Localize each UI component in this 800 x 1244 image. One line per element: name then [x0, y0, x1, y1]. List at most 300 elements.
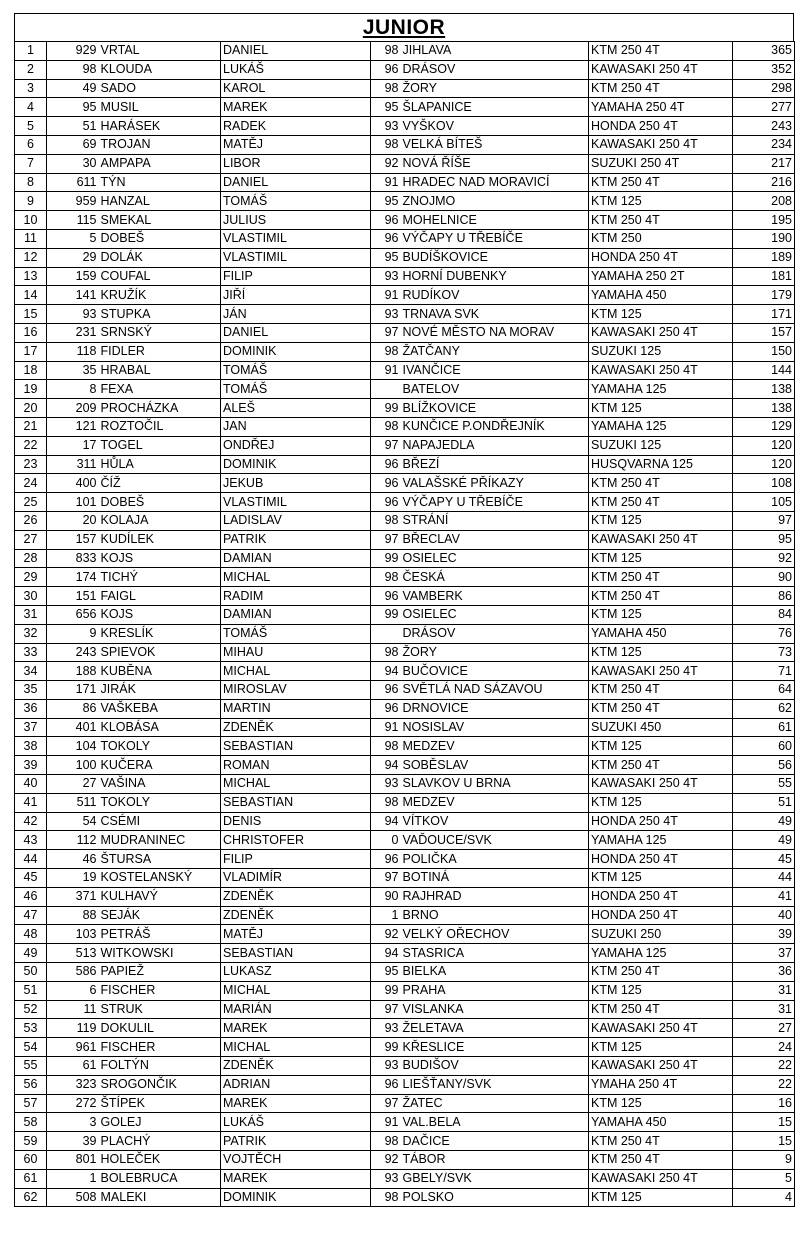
cell-points: 5	[733, 1169, 795, 1188]
cell-position: 41	[15, 793, 47, 812]
cell-surname: MUDRANINEC	[99, 831, 221, 850]
cell-position: 14	[15, 286, 47, 305]
table-row	[15, 1169, 795, 1188]
table-row	[15, 981, 795, 1000]
cell-points: 120	[733, 436, 795, 455]
cell-motorcycle: YAMAHA 125	[589, 944, 733, 963]
table-row	[15, 60, 795, 79]
table-row	[15, 1113, 795, 1132]
cell-first-name: DANIEL	[221, 173, 371, 192]
cell-surname: DOBEŠ	[99, 493, 221, 512]
cell-hometown: ZNOJMO	[401, 192, 589, 211]
cell-start-number: 371	[47, 887, 99, 906]
cell-first-name: MIHAU	[221, 643, 371, 662]
cell-surname: STUPKA	[99, 305, 221, 324]
cell-birth-year: 97	[371, 1094, 401, 1113]
cell-points: 352	[733, 60, 795, 79]
cell-motorcycle: SUZUKI 250 4T	[589, 154, 733, 173]
cell-hometown: VELKÝ OŘECHOV	[401, 925, 589, 944]
cell-points: 31	[733, 981, 795, 1000]
cell-position: 16	[15, 323, 47, 342]
cell-birth-year: 96	[371, 681, 401, 700]
cell-motorcycle: KAWASAKI 250 4T	[589, 323, 733, 342]
cell-points: 9	[733, 1151, 795, 1170]
table-row	[15, 812, 795, 831]
cell-hometown: ŽORY	[401, 79, 589, 98]
cell-position: 6	[15, 135, 47, 154]
cell-position: 35	[15, 681, 47, 700]
cell-surname: PROCHÁZKA	[99, 399, 221, 418]
cell-points: 120	[733, 455, 795, 474]
cell-position: 49	[15, 944, 47, 963]
cell-motorcycle: HONDA 250 4T	[589, 850, 733, 869]
cell-position: 8	[15, 173, 47, 192]
cell-birth-year: 91	[371, 1113, 401, 1132]
cell-motorcycle: KAWASAKI 250 4T	[589, 135, 733, 154]
cell-position: 52	[15, 1000, 47, 1019]
cell-hometown: TÁBOR	[401, 1151, 589, 1170]
cell-birth-year: 92	[371, 925, 401, 944]
cell-points: 84	[733, 605, 795, 624]
table-row	[15, 79, 795, 98]
cell-first-name: MICHAL	[221, 568, 371, 587]
cell-position: 46	[15, 887, 47, 906]
cell-hometown: JIHLAVA	[401, 42, 589, 61]
cell-hometown: VISLANKA	[401, 1000, 589, 1019]
table-row	[15, 1000, 795, 1019]
cell-hometown: BATELOV	[401, 380, 589, 399]
cell-birth-year: 0	[371, 831, 401, 850]
cell-points: 189	[733, 248, 795, 267]
table-row	[15, 869, 795, 888]
cell-points: 86	[733, 587, 795, 606]
cell-first-name: MICHAL	[221, 1038, 371, 1057]
cell-birth-year: 96	[371, 1075, 401, 1094]
cell-birth-year	[371, 624, 401, 643]
cell-surname: KOLAJA	[99, 511, 221, 530]
table-row	[15, 511, 795, 530]
cell-surname: HOLEČEK	[99, 1151, 221, 1170]
cell-start-number: 188	[47, 662, 99, 681]
cell-points: 41	[733, 887, 795, 906]
cell-start-number: 141	[47, 286, 99, 305]
cell-surname: DOKULIL	[99, 1019, 221, 1038]
cell-surname: TOKOLY	[99, 793, 221, 812]
cell-points: 51	[733, 793, 795, 812]
cell-motorcycle: KTM 125	[589, 981, 733, 1000]
cell-motorcycle: HONDA 250 4T	[589, 248, 733, 267]
cell-birth-year: 95	[371, 248, 401, 267]
cell-points: 92	[733, 549, 795, 568]
cell-position: 11	[15, 229, 47, 248]
table-row	[15, 681, 795, 700]
cell-start-number: 9	[47, 624, 99, 643]
cell-birth-year: 93	[371, 775, 401, 794]
cell-first-name: DANIEL	[221, 42, 371, 61]
cell-first-name: TOMÁŠ	[221, 192, 371, 211]
cell-first-name: ZDENĚK	[221, 1057, 371, 1076]
cell-position: 38	[15, 737, 47, 756]
cell-points: 49	[733, 812, 795, 831]
table-row	[15, 135, 795, 154]
cell-surname: FISCHER	[99, 1038, 221, 1057]
cell-position: 50	[15, 963, 47, 982]
cell-birth-year: 95	[371, 963, 401, 982]
cell-first-name: MATĚJ	[221, 925, 371, 944]
cell-hometown: ŠLAPANICE	[401, 98, 589, 117]
cell-start-number: 508	[47, 1188, 99, 1207]
cell-first-name: ADRIAN	[221, 1075, 371, 1094]
cell-points: 16	[733, 1094, 795, 1113]
cell-position: 24	[15, 474, 47, 493]
cell-hometown: HORNÍ DUBENKY	[401, 267, 589, 286]
cell-first-name: LUKÁŠ	[221, 60, 371, 79]
cell-points: 27	[733, 1019, 795, 1038]
cell-start-number: 929	[47, 42, 99, 61]
cell-motorcycle: HUSQVARNA 125	[589, 455, 733, 474]
cell-first-name: MARTIN	[221, 699, 371, 718]
cell-surname: HRABAL	[99, 361, 221, 380]
cell-hometown: DRÁSOV	[401, 624, 589, 643]
cell-motorcycle: KAWASAKI 250 4T	[589, 662, 733, 681]
cell-motorcycle: KTM 250	[589, 229, 733, 248]
cell-position: 56	[15, 1075, 47, 1094]
page-title: JUNIOR	[362, 15, 446, 39]
table-row	[15, 775, 795, 794]
cell-birth-year: 90	[371, 887, 401, 906]
cell-motorcycle: KTM 125	[589, 737, 733, 756]
cell-birth-year: 93	[371, 1019, 401, 1038]
cell-position: 12	[15, 248, 47, 267]
cell-surname: KOJS	[99, 605, 221, 624]
cell-points: 56	[733, 756, 795, 775]
cell-first-name: VOJTĚCH	[221, 1151, 371, 1170]
cell-hometown: BUDIŠOV	[401, 1057, 589, 1076]
cell-hometown: VÍTKOV	[401, 812, 589, 831]
cell-points: 179	[733, 286, 795, 305]
cell-position: 4	[15, 98, 47, 117]
cell-birth-year: 95	[371, 98, 401, 117]
cell-motorcycle: KTM 125	[589, 399, 733, 418]
cell-motorcycle: KTM 250 4T	[589, 681, 733, 700]
cell-surname: BOLEBRUCA	[99, 1169, 221, 1188]
cell-start-number: 27	[47, 775, 99, 794]
cell-birth-year: 96	[371, 850, 401, 869]
cell-position: 19	[15, 380, 47, 399]
cell-hometown: POLSKO	[401, 1188, 589, 1207]
cell-points: 95	[733, 530, 795, 549]
cell-start-number: 5	[47, 229, 99, 248]
cell-birth-year: 98	[371, 135, 401, 154]
cell-motorcycle: KTM 250 4T	[589, 1000, 733, 1019]
cell-birth-year: 94	[371, 812, 401, 831]
cell-points: 171	[733, 305, 795, 324]
cell-surname: FOLTÝN	[99, 1057, 221, 1076]
cell-first-name: DENIS	[221, 812, 371, 831]
cell-position: 32	[15, 624, 47, 643]
cell-birth-year: 91	[371, 718, 401, 737]
cell-motorcycle: SUZUKI 125	[589, 436, 733, 455]
cell-position: 30	[15, 587, 47, 606]
cell-surname: KUDÍLEK	[99, 530, 221, 549]
cell-birth-year	[371, 380, 401, 399]
cell-start-number: 159	[47, 267, 99, 286]
cell-start-number: 39	[47, 1132, 99, 1151]
table-row	[15, 718, 795, 737]
cell-position: 21	[15, 417, 47, 436]
cell-hometown: HRADEC NAD MORAVICÍ	[401, 173, 589, 192]
cell-motorcycle: KTM 250 4T	[589, 568, 733, 587]
cell-start-number: 6	[47, 981, 99, 1000]
cell-motorcycle: KTM 125	[589, 1094, 733, 1113]
cell-start-number: 401	[47, 718, 99, 737]
cell-first-name: MAREK	[221, 1169, 371, 1188]
cell-position: 34	[15, 662, 47, 681]
cell-first-name: LIBOR	[221, 154, 371, 173]
cell-start-number: 100	[47, 756, 99, 775]
cell-hometown: SVĚTLÁ NAD SÁZAVOU	[401, 681, 589, 700]
cell-position: 9	[15, 192, 47, 211]
cell-hometown: IVANČICE	[401, 361, 589, 380]
cell-first-name: MAREK	[221, 1094, 371, 1113]
cell-first-name: LUKÁŠ	[221, 1113, 371, 1132]
cell-motorcycle: YAMAHA 450	[589, 624, 733, 643]
cell-motorcycle: KTM 125	[589, 549, 733, 568]
cell-start-number: 243	[47, 643, 99, 662]
cell-first-name: ALEŠ	[221, 399, 371, 418]
cell-start-number: 961	[47, 1038, 99, 1057]
cell-start-number: 157	[47, 530, 99, 549]
cell-motorcycle: HONDA 250 4T	[589, 906, 733, 925]
table-row	[15, 117, 795, 136]
cell-birth-year: 92	[371, 154, 401, 173]
table-row	[15, 643, 795, 662]
cell-position: 25	[15, 493, 47, 512]
cell-position: 1	[15, 42, 47, 61]
cell-position: 33	[15, 643, 47, 662]
cell-position: 42	[15, 812, 47, 831]
cell-start-number: 61	[47, 1057, 99, 1076]
cell-motorcycle: YAMAHA 450	[589, 1113, 733, 1132]
cell-start-number: 88	[47, 906, 99, 925]
cell-points: 208	[733, 192, 795, 211]
cell-birth-year: 98	[371, 793, 401, 812]
cell-position: 39	[15, 756, 47, 775]
cell-birth-year: 98	[371, 643, 401, 662]
cell-start-number: 95	[47, 98, 99, 117]
cell-surname: SMEKAL	[99, 211, 221, 230]
cell-start-number: 174	[47, 568, 99, 587]
cell-surname: SEJÁK	[99, 906, 221, 925]
cell-birth-year: 98	[371, 79, 401, 98]
cell-birth-year: 98	[371, 342, 401, 361]
cell-birth-year: 97	[371, 869, 401, 888]
cell-hometown: BRNO	[401, 906, 589, 925]
table-row	[15, 154, 795, 173]
cell-surname: MUSIL	[99, 98, 221, 117]
cell-position: 31	[15, 605, 47, 624]
table-row	[15, 248, 795, 267]
cell-surname: ŠTURSA	[99, 850, 221, 869]
cell-hometown: VAĎOUCE/SVK	[401, 831, 589, 850]
cell-position: 28	[15, 549, 47, 568]
cell-birth-year: 94	[371, 662, 401, 681]
cell-position: 61	[15, 1169, 47, 1188]
table-row	[15, 1075, 795, 1094]
table-row	[15, 1038, 795, 1057]
cell-start-number: 209	[47, 399, 99, 418]
cell-points: 45	[733, 850, 795, 869]
cell-points: 22	[733, 1057, 795, 1076]
table-row	[15, 286, 795, 305]
cell-position: 17	[15, 342, 47, 361]
cell-first-name: MAREK	[221, 1019, 371, 1038]
cell-surname: WITKOWSKI	[99, 944, 221, 963]
cell-start-number: 400	[47, 474, 99, 493]
cell-motorcycle: KTM 250 4T	[589, 211, 733, 230]
cell-hometown: VELKÁ BÍTEŠ	[401, 135, 589, 154]
cell-first-name: DAMIAN	[221, 605, 371, 624]
cell-birth-year: 1	[371, 906, 401, 925]
cell-start-number: 29	[47, 248, 99, 267]
cell-surname: FISCHER	[99, 981, 221, 1000]
cell-surname: FEXA	[99, 380, 221, 399]
cell-motorcycle: YAMAHA 125	[589, 380, 733, 399]
cell-hometown: NOSISLAV	[401, 718, 589, 737]
cell-hometown: RUDÍKOV	[401, 286, 589, 305]
cell-birth-year: 98	[371, 1188, 401, 1207]
table-row	[15, 662, 795, 681]
cell-hometown: DAČICE	[401, 1132, 589, 1151]
cell-start-number: 272	[47, 1094, 99, 1113]
table-row	[15, 267, 795, 286]
cell-surname: VRTAL	[99, 42, 221, 61]
cell-start-number: 118	[47, 342, 99, 361]
cell-points: 243	[733, 117, 795, 136]
cell-points: 31	[733, 1000, 795, 1019]
cell-hometown: ČESKÁ	[401, 568, 589, 587]
cell-points: 36	[733, 963, 795, 982]
table-row	[15, 1132, 795, 1151]
cell-motorcycle: KTM 250 4T	[589, 173, 733, 192]
cell-birth-year: 98	[371, 417, 401, 436]
cell-first-name: MARIÁN	[221, 1000, 371, 1019]
table-row	[15, 530, 795, 549]
cell-birth-year: 97	[371, 323, 401, 342]
cell-hometown: KŘESLICE	[401, 1038, 589, 1057]
cell-points: 144	[733, 361, 795, 380]
table-row	[15, 399, 795, 418]
cell-start-number: 119	[47, 1019, 99, 1038]
cell-start-number: 1	[47, 1169, 99, 1188]
table-row	[15, 1151, 795, 1170]
cell-surname: JIRÁK	[99, 681, 221, 700]
cell-points: 55	[733, 775, 795, 794]
cell-first-name: ZDENĚK	[221, 906, 371, 925]
table-row	[15, 1094, 795, 1113]
cell-points: 60	[733, 737, 795, 756]
cell-motorcycle: SUZUKI 250	[589, 925, 733, 944]
cell-first-name: ROMAN	[221, 756, 371, 775]
results-table	[14, 41, 795, 1207]
cell-position: 3	[15, 79, 47, 98]
cell-motorcycle: KAWASAKI 250 4T	[589, 60, 733, 79]
cell-surname: KOJS	[99, 549, 221, 568]
cell-start-number: 115	[47, 211, 99, 230]
cell-points: 15	[733, 1113, 795, 1132]
cell-start-number: 586	[47, 963, 99, 982]
cell-surname: SROGONČIK	[99, 1075, 221, 1094]
cell-hometown: BIELKA	[401, 963, 589, 982]
cell-start-number: 3	[47, 1113, 99, 1132]
cell-birth-year: 95	[371, 192, 401, 211]
cell-surname: ČÍŽ	[99, 474, 221, 493]
cell-motorcycle: HONDA 250 4T	[589, 117, 733, 136]
cell-birth-year: 96	[371, 455, 401, 474]
cell-motorcycle: YAMAHA 250 4T	[589, 98, 733, 117]
cell-points: 298	[733, 79, 795, 98]
cell-hometown: VÝČAPY U TŘEBÍČE	[401, 229, 589, 248]
cell-position: 47	[15, 906, 47, 925]
cell-birth-year: 93	[371, 1057, 401, 1076]
cell-start-number: 171	[47, 681, 99, 700]
table-row	[15, 1188, 795, 1207]
cell-position: 55	[15, 1057, 47, 1076]
table-row	[15, 417, 795, 436]
table-row	[15, 831, 795, 850]
cell-hometown: DRÁSOV	[401, 60, 589, 79]
results-sheet	[14, 13, 794, 1207]
cell-position: 53	[15, 1019, 47, 1038]
cell-surname: KOSTELANSKÝ	[99, 869, 221, 888]
title-row	[14, 13, 794, 41]
cell-birth-year: 99	[371, 549, 401, 568]
cell-first-name: VLASTIMIL	[221, 493, 371, 512]
cell-points: 62	[733, 699, 795, 718]
cell-hometown: BŘEZÍ	[401, 455, 589, 474]
cell-surname: KLOBÁSA	[99, 718, 221, 737]
cell-points: 234	[733, 135, 795, 154]
cell-motorcycle: KTM 250 4T	[589, 756, 733, 775]
cell-position: 20	[15, 399, 47, 418]
cell-first-name: TOMÁŠ	[221, 624, 371, 643]
cell-start-number: 35	[47, 361, 99, 380]
cell-surname: VAŠKEBA	[99, 699, 221, 718]
cell-motorcycle: KAWASAKI 250 4T	[589, 1019, 733, 1038]
cell-first-name: MIROSLAV	[221, 681, 371, 700]
cell-surname: HŮLA	[99, 455, 221, 474]
cell-birth-year: 91	[371, 361, 401, 380]
cell-points: 216	[733, 173, 795, 192]
table-row	[15, 906, 795, 925]
cell-first-name: ZDENĚK	[221, 718, 371, 737]
cell-first-name: JULIUS	[221, 211, 371, 230]
cell-surname: FAIGL	[99, 587, 221, 606]
cell-first-name: DOMINIK	[221, 1188, 371, 1207]
cell-start-number: 54	[47, 812, 99, 831]
cell-motorcycle: KTM 125	[589, 305, 733, 324]
cell-birth-year: 93	[371, 267, 401, 286]
cell-points: 108	[733, 474, 795, 493]
cell-motorcycle: KTM 125	[589, 643, 733, 662]
table-row	[15, 1057, 795, 1076]
cell-position: 26	[15, 511, 47, 530]
cell-start-number: 8	[47, 380, 99, 399]
cell-birth-year: 99	[371, 981, 401, 1000]
cell-surname: PETRÁŠ	[99, 925, 221, 944]
cell-hometown: BLÍŽKOVICE	[401, 399, 589, 418]
cell-points: 71	[733, 662, 795, 681]
